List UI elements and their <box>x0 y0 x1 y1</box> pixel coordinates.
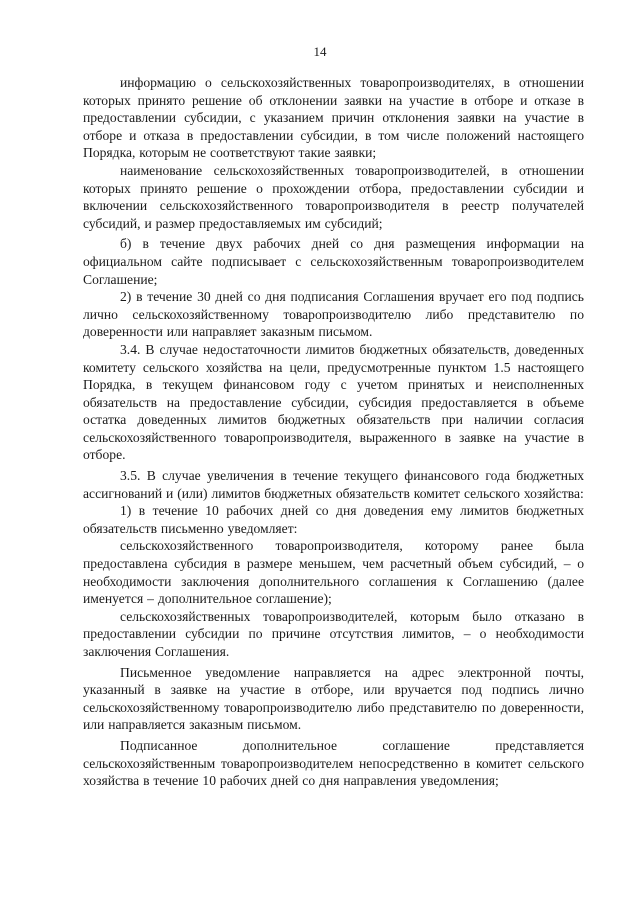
page-number: 14 <box>313 44 327 59</box>
paragraph-selected-applicants: наименование сельскохозяйственных товаропроизводителей, в отношении которых принято решение о прохождении отбора, предоставлении субсидии и включении сельскохозяйственного товаропроизводителя в реестр получателей субсидий, и размер предоставляемых им субсидий; <box>83 162 584 231</box>
paragraph-rejected-applicants: информацию о сельскохозяйственных товаропроизводителях, в отношении которых принято решение об отклонении заявки на участие в отборе и отказе в предоставлении субсидии, с указанием причин отклонения заявки на участие в отборе и отказа в предоставлении субсидии, в том числе положений настоящего Порядка, которым не соответствуют такие заявки; <box>83 75 584 161</box>
paragraph-3-4: 3.4. В случае недостаточности лимитов бюджетных обязательств, доведенных комитету сельского хозяйства на цели, предусмотренные пунктом 1.5 настоящего Порядка, в текущем финансовом году с учетом принятых и неисполненных обязательств на предоставление субсидии, субсидия предоставляется в объеме остатка доведенных лимитов бюджетных обязательств при наличии согласия сельскохозяйственного товаропроизводителя, выраженного в заявке на участие в отборе. <box>83 341 584 463</box>
paragraph-3-5: 3.5. В случае увеличения в течение текущего финансового года бюджетных ассигнований и (или) лимитов бюджетных обязательств комитет сельского хозяйства: <box>83 468 584 501</box>
paragraph-written-notice: Письменное уведомление направляется на адрес электронной почты, указанный в заявке на участие в отборе, или вручается под подпись лично сельскохозяйственному товаропроизводителю либо представителю по доверенности, или направляется заказным письмом. <box>83 664 584 733</box>
paragraph-previous-recipient: сельскохозяйственного товаропроизводителя, которому ранее была предоставлена субсидия в размере меньшем, чем расчетный объем субсидий, – о необходимости заключения дополнительного соглашения к Соглашению (далее именуется – дополнительное соглашение); <box>83 538 584 607</box>
paragraph-notify: 1) в течение 10 рабочих дней со дня доведения ему лимитов бюджетных обязательств письменно уведомляет: <box>83 503 584 536</box>
paragraph-refused-applicants: сельскохозяйственных товаропроизводителей, которым было отказано в предоставлении субсидии по причине отсутствия лимитов, – о необходимости заключения Соглашения. <box>83 608 584 659</box>
paragraph-signed-supplement: Подписанное дополнительное соглашение представляется сельскохозяйственным товаропроизводителем непосредственно в комитет сельского хозяйства в течение 10 рабочих дней со дня направления уведомления; <box>83 737 584 789</box>
paragraph-sign-agreement: б) в течение двух рабочих дней со дня размещения информации на официальном сайте подписывает с сельскохозяйственным товаропроизводителем Соглашение; <box>83 236 584 287</box>
paragraph-deliver-agreement: 2) в течение 30 дней со дня подписания Соглашения вручает его под подпись лично сельскохозяйственному товаропроизводителю либо представителю по доверенности или направляет заказным письмом. <box>83 289 584 340</box>
document-body <box>83 74 584 790</box>
